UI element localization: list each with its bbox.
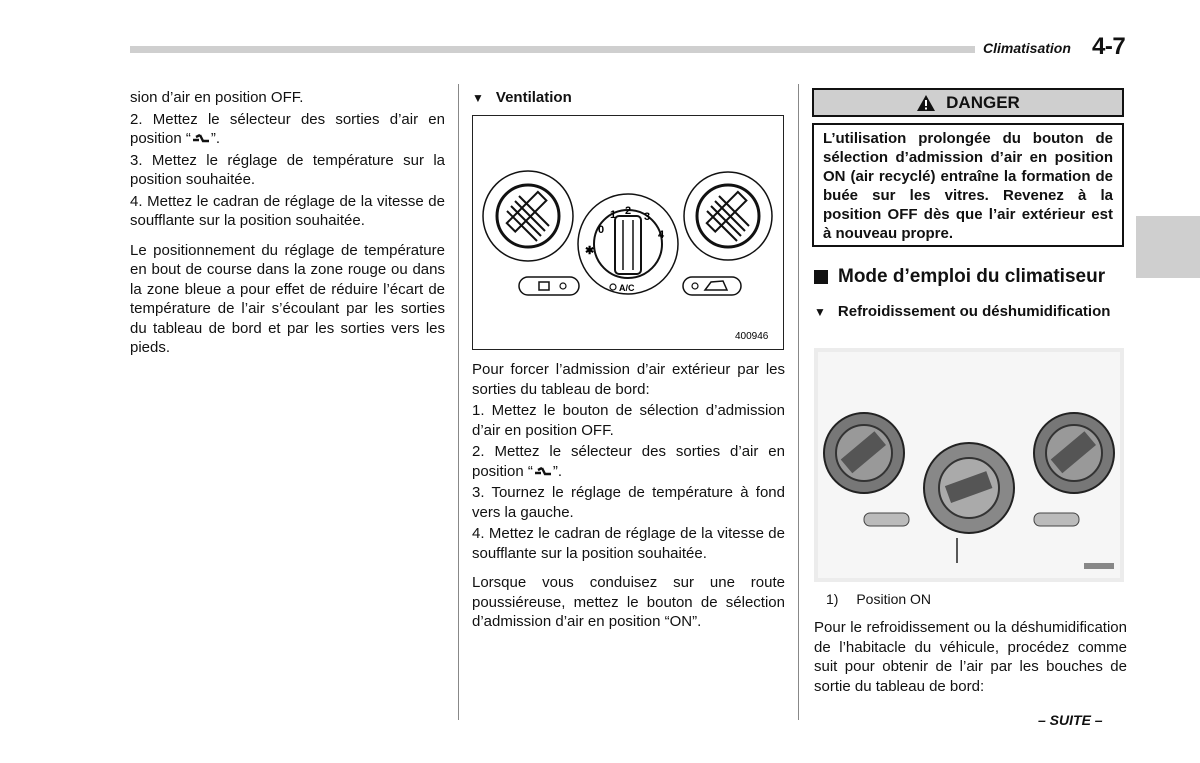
recirculation-button xyxy=(683,277,741,295)
column-divider xyxy=(458,84,459,720)
fan-label-1: 1 xyxy=(610,209,617,221)
rear-defrost-button xyxy=(519,277,579,295)
column-2 xyxy=(472,88,785,108)
triangle-bullet-icon: ▼ xyxy=(472,91,484,105)
paragraph: 3. Tournez le réglage de température à fond vers la gauche. xyxy=(472,484,785,521)
paragraph: 2. Mettez le sélecteur des sorties d’air en position “ ”. xyxy=(472,443,785,480)
photo-drawing xyxy=(814,348,1124,582)
column-divider xyxy=(798,84,799,720)
fan-label-2: 2 xyxy=(625,205,632,217)
figure-photo xyxy=(814,348,1124,582)
column-3-sub xyxy=(814,302,1124,322)
figure-control-panel xyxy=(472,115,784,350)
square-bullet-icon xyxy=(814,270,828,284)
paragraph: Pour forcer l’admission d’air extérieur par les sorties du tableau de bord: xyxy=(472,361,785,398)
vent-face-icon xyxy=(533,465,553,477)
air-outlet-knob xyxy=(684,172,772,260)
danger-header: DANGER xyxy=(812,88,1124,117)
paragraph: 4. Mettez le cadran de réglage de la vitesse de soufflante sur la position souhaitée. xyxy=(130,192,445,229)
ac-label: A/C xyxy=(619,283,635,293)
page-number: 4-7 xyxy=(1092,33,1126,60)
vent-face-icon xyxy=(191,132,211,144)
header-section-title: Climatisation xyxy=(983,40,1071,56)
paragraph: 4. Mettez le cadran de réglage de la vitesse de soufflante sur la position souhaitée. xyxy=(472,525,785,562)
subheading: ▼ Refroidissement ou déshumidification xyxy=(814,303,1111,320)
fan-icon: ✱ xyxy=(585,245,595,257)
section-heading: Mode d’emploi du climatiseur xyxy=(814,266,1105,288)
control-panel-drawing xyxy=(473,116,783,349)
subheading: ▼ Ventilation xyxy=(472,89,572,106)
fan-speed-knob xyxy=(578,194,678,294)
fan-label-3: 3 xyxy=(644,211,651,223)
column-2-text xyxy=(472,360,785,634)
paragraph: Pour le refroidissement ou la déshumidification de l’habitacle du véhicule, procédez comme suit pour obtenir de l’air par les bouches de sortie du tableau de bord: xyxy=(814,619,1127,695)
column-3-text xyxy=(814,618,1127,698)
danger-warning-icon xyxy=(916,94,936,112)
column-1 xyxy=(130,88,445,360)
danger-body: L’utilisation prolongée du bouton de sélection d’admission d’air en position ON (air recyclé) entraîne la formation de buée sur les vitres. Revenez à la position OFF dès que l’air extérieur est à nouveau propre. xyxy=(812,123,1124,247)
fan-label-4: 4 xyxy=(658,229,665,241)
triangle-bullet-icon: ▼ xyxy=(814,305,826,319)
caption-text: Position ON xyxy=(856,591,932,607)
fan-label-0: 0 xyxy=(598,224,605,236)
paragraph: 2. Mettez le sélecteur des sorties d’air en position “ ”. xyxy=(130,110,445,147)
figure-caption xyxy=(826,590,1126,610)
caption-number: 1) xyxy=(826,591,839,607)
paragraph: sion d’air en position OFF. xyxy=(130,89,304,106)
paragraph: 3. Mettez le réglage de température sur la position souhaitée. xyxy=(130,151,445,188)
paragraph: Lorsque vous conduisez sur une route poussiéreuse, mettez le bouton de sélection d’admission d’air en position “ON”. xyxy=(472,574,785,630)
paragraph: Le positionnement du réglage de température en bout de course dans la zone rouge ou dans la zone bleue a pour effet de réduire l’écart de température de l’air s’écoulant par les sorties du tableau de bord et par les sorties vers les pieds. xyxy=(130,241,445,356)
chapter-tab xyxy=(1136,216,1200,278)
header-rule xyxy=(130,46,975,53)
figure-code: 400946 xyxy=(735,331,769,342)
paragraph: 1. Mettez le bouton de sélection d’admission d’air en position OFF. xyxy=(472,402,785,439)
temperature-knob xyxy=(483,171,573,261)
continued-footer: – SUITE – xyxy=(1038,712,1103,728)
